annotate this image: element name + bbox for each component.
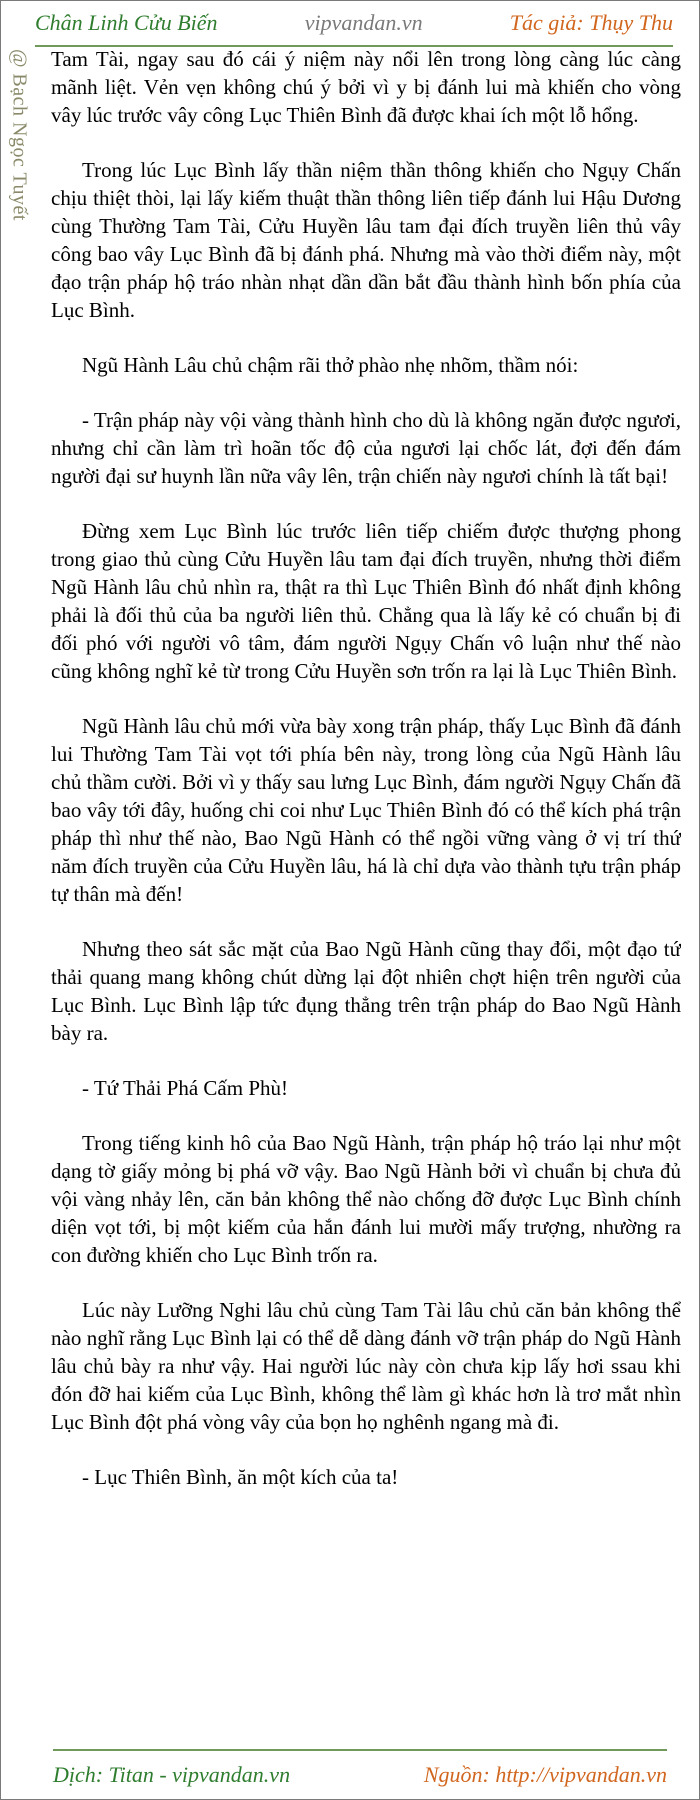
header-site: vipvandan.vn [304,10,423,35]
editor-credit: @ Bạch Ngọc Tuyết [8,49,31,221]
paragraph: Nhưng theo sát sắc mặt của Bao Ngũ Hành cũng thay đổi, một đạo tứ thải quang mang không chút dừng lại đột nhiên chợt hiện trên người của Lục Bình. Lục Bình lập tức đụng thẳng trên trận pháp do Bao Ngũ Hành bày ra. [51,937,681,1045]
paragraph: - Tứ Thải Phá Cấm Phù! [82,1076,289,1100]
paragraph: Ngũ Hành lâu chủ mới vừa bày xong trận pháp, thấy Lục Bình đã đánh lui Thường Tam Tài vọt tới phía bên này, trong lòng của Ngũ Hành lâu chủ thầm cười. Bởi vì y thấy sau lưng Lục Bình, đám người Ngụy Chấn đã bao vây tới đây, huống chi coi như Lục Thiên Bình đó có thể kích phá trận pháp thì như thế nào, Bao Ngũ Hành có thể ngồi vững vàng ở vị trí thứ năm đích truyền của Cửu Huyền lâu, há là chỉ dựa vào thành tựu trận pháp tự thân mà đến! [51,714,681,906]
book-title: Chân Linh Cửu Biến [35,10,218,35]
side-credit [3,49,35,279]
paragraph: - Trận pháp này vội vàng thành hình cho dù là không ngăn được ngươi, nhưng chỉ cần làm trì hoãn tốc độ của ngươi lại chốc lát, đợi đến đám người đại sư huynh lần nữa vây lên, trận chiến này ngươi chính là tất bại! [51,408,681,488]
paragraph: Đừng xem Lục Bình lúc trước liên tiếp chiếm được thượng phong trong giao thủ cùng Cửu Huyền lâu tam đại đích truyền, nhưng thời điểm Ngũ Hành lâu chủ nhìn ra, thật ra thì Lục Thiên Bình đó nhất định không phải là đối thủ của ba người liên thủ. Chẳng qua là lấy kẻ có chuẩn bị đi đối phó với người vô tâm, đám người Ngụy Chấn vô luận như thế nào cũng không nghĩ kẻ từ trong Cửu Huyền sơn trốn ra lại là Lục Thiên Bình. [51,519,681,683]
translator-credit: Dịch: Titan - vipvandan.vn [53,1762,291,1787]
page-header [35,1,673,47]
paragraph: Trong lúc Lục Bình lấy thần niệm thần thông khiến cho Ngụy Chấn chịu thiệt thòi, lại lấy kiếm thuật thần thông liên tiếp đánh lui Hậu Dương cùng Thường Tam Tài, Cửu Huyền lâu tam đại đích truyền liên thủ vây công bao vây Lục Bình đã bị đánh phá. Nhưng mà vào thời điểm này, một đạo trận pháp hộ tráo nhàn nhạt dần dần bắt đầu thành hình bốn phía của Lục Bình. [51,158,681,322]
paragraph: Tam Tài, ngay sau đó cái ý niệm này nổi lên trong lòng càng lúc càng mãnh liệt. Vẻn vẹn không chú ý bởi vì y bị đánh lui mà khiến cho vòng vây lúc trước vây công Lục Thiên Bình đã được khai ích một lỗ hổng. [51,47,681,127]
page-footer [53,1749,667,1799]
paragraph: - Lục Thiên Bình, ăn một kích của ta! [82,1465,399,1489]
paragraph: Trong tiếng kinh hô của Bao Ngũ Hành, trận pháp hộ tráo lại như một dạng tờ giấy mỏng bị phá vỡ vậy. Bao Ngũ Hành bởi vì chuẩn bị chưa đủ vội vàng nhảy lên, căn bản không thể nào chống đỡ được Lục Bình chính diện vọt tới, bị một kiếm của hắn đánh lui mười mấy trượng, nhường ra con đường khiến cho Lục Bình trốn ra. [51,1131,681,1267]
paragraph: Lúc này Lưỡng Nghi lâu chủ cùng Tam Tài lâu chủ căn bản không thể nào nghĩ rằng Lục Bình lại có thể dễ dàng đánh vỡ trận pháp do Ngũ Hành lâu chủ bày ra như vậy. Hai người lúc này còn chưa kịp lấy hơi ssau khi đón đỡ hai kiếm của Lục Bình, không thể làm gì khác hơn là trơ mắt nhìn Lục Bình đột phá vòng vây của bọn họ nghênh ngang mà đi. [51,1298,681,1434]
paragraph: Ngũ Hành Lâu chủ chậm rãi thở phào nhẹ nhõm, thầm nói: [82,353,579,377]
chapter-text [51,45,681,1747]
source-credit: Nguồn: http://vipvandan.vn [423,1762,667,1787]
author-credit: Tác giả: Thụy Thu [509,10,673,35]
